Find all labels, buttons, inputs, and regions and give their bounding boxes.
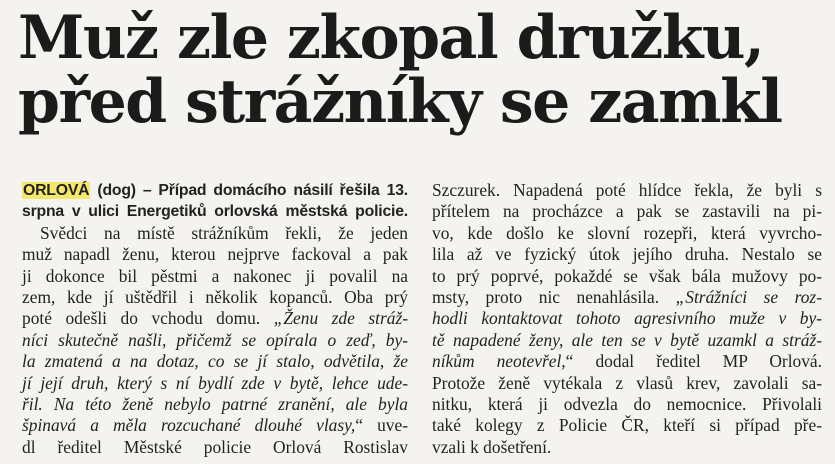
paragraph-line [432, 287, 822, 308]
quote-line: řil. Na této ženě nebylo patrné zranění, ale byla [22, 394, 408, 415]
paragraph-line: dl ředitel Městské policie Orlová Rostislav [22, 436, 408, 457]
paragraph-text: poté odešli do vchodu domu. [22, 308, 261, 329]
left-column [22, 180, 408, 458]
lead-line-1 [22, 180, 408, 201]
paragraph-text: “ uve- [355, 415, 409, 436]
paragraph-line: Svědci na místě strážníkům řekli, že jeden [40, 222, 408, 243]
paragraph-line [22, 415, 408, 436]
quote-line: tě napadené ženy, ale ten se v bytě uzamkl a stráž- [432, 329, 822, 350]
quote-text: „Ženu zde stráž- [273, 308, 409, 329]
quote-line: jí její druh, který s ní bydlí zde v bytě, lehce ude- [22, 372, 408, 393]
paragraph-line: vzali k došetření. [432, 436, 552, 457]
paragraph-line: Szczurek. Napadená poté hlídce řekla, že byli s [432, 180, 822, 200]
paragraph-text: “ dodal ředitel MP Orlová. [565, 351, 822, 372]
paragraph-line: Protože ženě vytékala z vlasů krev, zavolali sa- [432, 372, 822, 393]
paragraph-line: muž napadl ženu, kterou nejprve fackoval a pak [22, 244, 408, 265]
paragraph-line: lila až ve fyzický útok jejího druha. Nestalo se [432, 244, 822, 265]
paragraph-line: přítelem na procházce a pak se zastavili na pi- [432, 201, 822, 222]
right-column [432, 180, 822, 458]
quote-text: špinavá a měla rozcuchané dlouhé vlasy, [22, 415, 356, 436]
lead-line-2: srpna v ulici Energetiků orlovská městská policie. [22, 203, 408, 221]
quote-line: la zmatená a na dotaz, co se jí stalo, odvětila, že [22, 351, 408, 372]
paragraph-line: to prý poprvé, pokaždé se však bála mužovy po- [432, 265, 822, 286]
article-body [22, 180, 822, 458]
quote-line: níci skutečně našli, přičemž se opírala o zeď, by- [22, 329, 408, 350]
paragraph-line: nitku, která ji odvezla do nemocnice. Přivolali [432, 394, 822, 415]
paragraph-line: také kolegy z Policie ČR, kteří si případ pře- [432, 415, 822, 436]
dateline-place: ORLOVÁ [23, 182, 90, 199]
paragraph-line [22, 308, 408, 329]
quote-line: hodli kontaktovat tohoto agresivního muže v by- [432, 308, 822, 329]
paragraph-line: vo, kde došlo ke slovní rozepři, která vyvrcho- [432, 222, 822, 243]
paragraph-text: msty, proto nic nenahlásila. [432, 287, 660, 308]
paragraph-line: ji dokonce bil pěstmi a nakonec ji povalil na [22, 265, 408, 286]
article-headline [18, 3, 821, 137]
lead-line-1-rest: (dog) – Případ domácího násilí řešila 13. [90, 182, 408, 199]
paragraph-line [432, 351, 822, 372]
paragraph-line: zem, kde jí uštědřil i několik kopanců. Oba prý [22, 287, 408, 308]
quote-text: „Strážníci se roz- [675, 287, 822, 308]
headline-line-2: před strážníky se zamkl [18, 67, 782, 137]
quote-text: níkům neotevřel, [432, 351, 566, 372]
headline-line-1: Muž zle zkopal družku, [18, 3, 764, 73]
